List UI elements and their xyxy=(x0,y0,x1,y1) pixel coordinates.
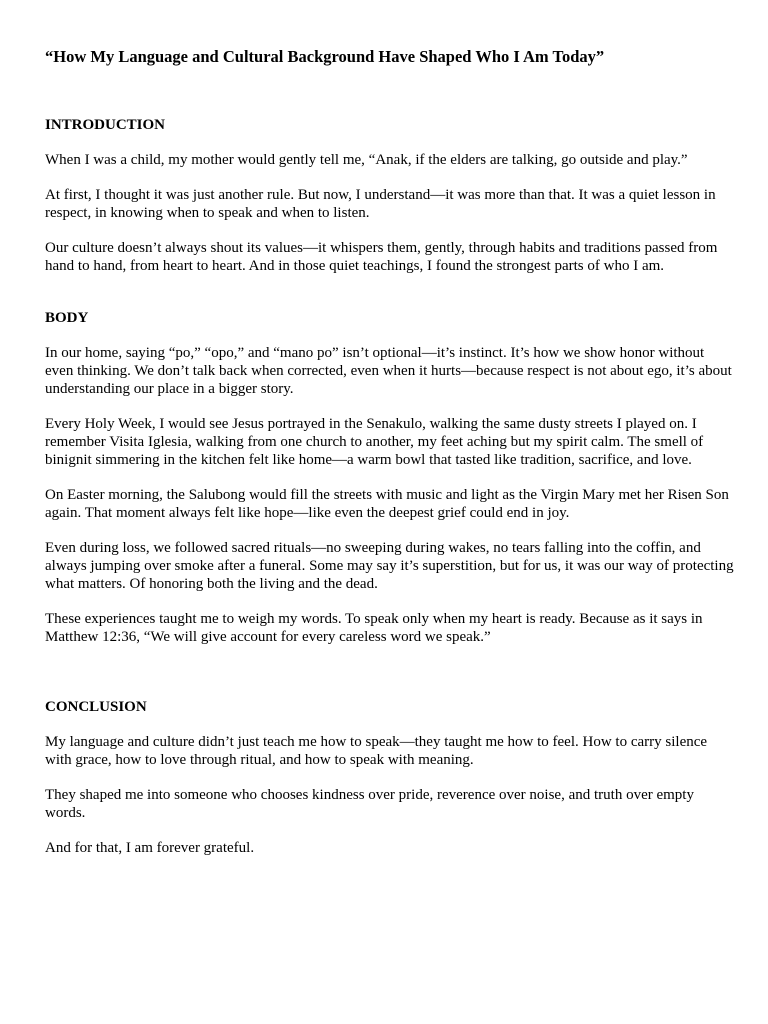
paragraph: They shaped me into someone who chooses kindness over pride, reverence over noise, and truth over empty words. xyxy=(45,787,694,821)
paragraph: Our culture doesn’t always shout its values—it whispers them, gently, through habits and traditions passed from hand to hand, from heart to heart. And in those quiet teachings, I found the strongest parts of who I am. xyxy=(45,240,718,274)
paragraph: In our home, saying “po,” “opo,” and “mano po” isn’t optional—it’s instinct. It’s how we show honor without even thinking. We don’t talk back when corrected, even when it hurts—because respect is not about ego, it’s about understanding our place in a bigger story. xyxy=(45,345,732,397)
section-spacer xyxy=(45,292,735,309)
section-conclusion xyxy=(45,698,735,857)
section-introduction xyxy=(45,116,735,275)
paragraph: My language and culture didn’t just teach me how to speak—they taught me how to feel. How to carry silence with grace, how to love through ritual, and how to speak with meaning. xyxy=(45,734,708,768)
paragraph: Even during loss, we followed sacred rituals—no sweeping during wakes, no tears falling into the coffin, and always jumping over smoke after a funeral. Some may say it’s superstition, but for us, it was our way of protecting what matters. Of honoring both the living and the dead. xyxy=(45,540,734,592)
document-title: “How My Language and Cultural Background Have Shaped Who I Am Today” xyxy=(45,47,605,66)
section-spacer xyxy=(45,663,735,698)
paragraph: When I was a child, my mother would gently tell me, “Anak, if the elders are talking, go outside and play.” xyxy=(45,152,688,168)
section-body xyxy=(45,309,735,646)
section-heading-introduction: INTRODUCTION xyxy=(45,117,166,133)
paragraph: At first, I thought it was just another rule. But now, I understand—it was more than that. It was a quiet lesson in respect, in knowing when to speak and when to listen. xyxy=(45,187,716,221)
section-heading-conclusion: CONCLUSION xyxy=(45,699,147,715)
paragraph: These experiences taught me to weigh my words. To speak only when my heart is ready. Because as it says in Matthew 12:36, “We will give account for every careless word we speak.” xyxy=(45,611,703,645)
section-heading-body: BODY xyxy=(45,310,89,326)
paragraph: And for that, I am forever grateful. xyxy=(45,840,255,856)
paragraph: On Easter morning, the Salubong would fill the streets with music and light as the Virgin Mary met her Risen Son again. That moment always felt like hope—like even the deepest grief could end in joy. xyxy=(45,487,729,521)
document-page xyxy=(45,46,735,874)
paragraph: Every Holy Week, I would see Jesus portrayed in the Senakulo, walking the same dusty streets I played on. I remember Visita Iglesia, walking from one church to another, my feet aching but my spirit calm. The smell of binignit simmering in the kitchen felt like home—a warm bowl that tasted like tradition, sacrifice, and love. xyxy=(45,416,704,468)
